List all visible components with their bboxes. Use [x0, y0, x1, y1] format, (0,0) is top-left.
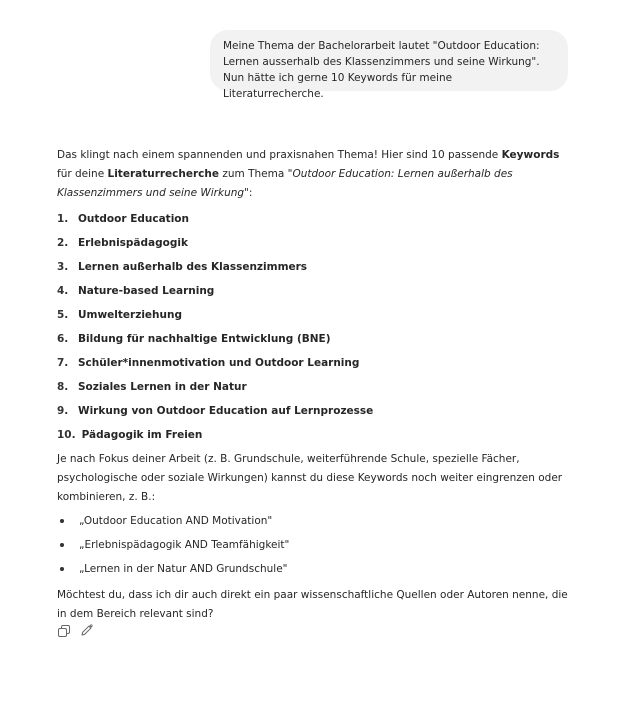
user-message-text: Meine Thema der Bachelorarbeit lautet "Outdoor Education: Lernen ausserhalb des Klassenzimmers und seine Wirkung". Nun hätte ich gerne 10 Keywords für meine Literaturrecherche. [223, 40, 540, 100]
copy-icon [58, 625, 70, 637]
example-list [57, 509, 577, 581]
keyword-label: Soziales Lernen in der Natur [78, 380, 247, 393]
focus-paragraph: Je nach Fokus deiner Arbeit (z. B. Grundschule, weiterführende Schule, spezielle Fächer, psychologische oder soziale Wirkungen) kannst du diese Keywords noch weiter eingrenzen oder kombinieren, z. B.: [57, 453, 563, 503]
keyword-list [57, 207, 577, 447]
intro-text-1: Das klingt nach einem spannenden und praxisnahen Thema! Hier sind 10 passende [57, 149, 502, 161]
keyword-item [57, 303, 577, 327]
keyword-item [57, 327, 577, 351]
keyword-item [57, 207, 577, 231]
assistant-intro [57, 146, 577, 203]
keyword-number: 7. [57, 356, 69, 369]
intro-bold-literaturrecherche: Literaturrecherche [107, 168, 220, 180]
keyword-label: Erlebnispädagogik [78, 236, 188, 249]
bullet-dot [60, 543, 64, 547]
keyword-number: 2. [57, 236, 69, 249]
keyword-number: 4. [57, 284, 69, 297]
example-item [57, 509, 577, 533]
example-text: „Lernen in der Natur AND Grundschule" [79, 562, 288, 575]
keyword-item [57, 351, 577, 375]
keyword-label: Lernen außerhalb des Klassenzimmers [78, 260, 308, 273]
keyword-item [57, 231, 577, 255]
edit-pencil-icon [80, 624, 93, 637]
assistant-message [57, 146, 577, 624]
bullet-dot [60, 567, 64, 571]
example-item [57, 533, 577, 557]
keyword-item [57, 255, 577, 279]
message-actions [57, 624, 93, 637]
keyword-item [57, 279, 577, 303]
intro-bold-keywords: Keywords [501, 149, 560, 161]
keyword-number: 5. [57, 308, 69, 321]
copy-button[interactable] [57, 624, 70, 637]
keyword-label: Outdoor Education [78, 212, 189, 225]
keyword-number: 9. [57, 404, 69, 417]
keyword-label: Umwelterziehung [78, 308, 182, 321]
edit-button[interactable] [80, 624, 93, 637]
example-text: „Outdoor Education AND Motivation" [79, 514, 273, 527]
keyword-number: 1. [57, 212, 69, 225]
keyword-number: 8. [57, 380, 69, 393]
intro-italic-topic: "Outdoor Education: Lernen außerhalb des Klassenzimmers und seine Wirkung" [57, 168, 513, 199]
example-item [57, 557, 577, 581]
bullet-dot [60, 519, 64, 523]
keyword-label: Wirkung von Outdoor Education auf Lernprozesse [78, 404, 374, 417]
user-message-bubble [210, 30, 568, 100]
intro-text-4: : [248, 187, 253, 199]
intro-text-2: für deine [57, 168, 108, 180]
intro-text-3: zum Thema [219, 168, 288, 180]
keyword-number: 6. [57, 332, 69, 345]
keyword-label: Schüler*innenmotivation und Outdoor Learning [78, 356, 360, 369]
keyword-label: Bildung für nachhaltige Entwicklung (BNE) [78, 332, 331, 345]
example-text: „Erlebnispädagogik AND Teamfähigkeit" [79, 538, 290, 551]
keyword-item [57, 423, 577, 447]
keyword-item [57, 399, 577, 423]
keyword-label: Nature-based Learning [78, 284, 215, 297]
keyword-number: 10. [57, 428, 76, 441]
keyword-number: 3. [57, 260, 69, 273]
keyword-label: Pädagogik im Freien [81, 428, 203, 441]
closing-paragraph: Möchtest du, dass ich dir auch direkt ein paar wissenschaftliche Quellen oder Autoren nenne, die in dem Bereich relevant sind? [57, 589, 568, 620]
keyword-item [57, 375, 577, 399]
